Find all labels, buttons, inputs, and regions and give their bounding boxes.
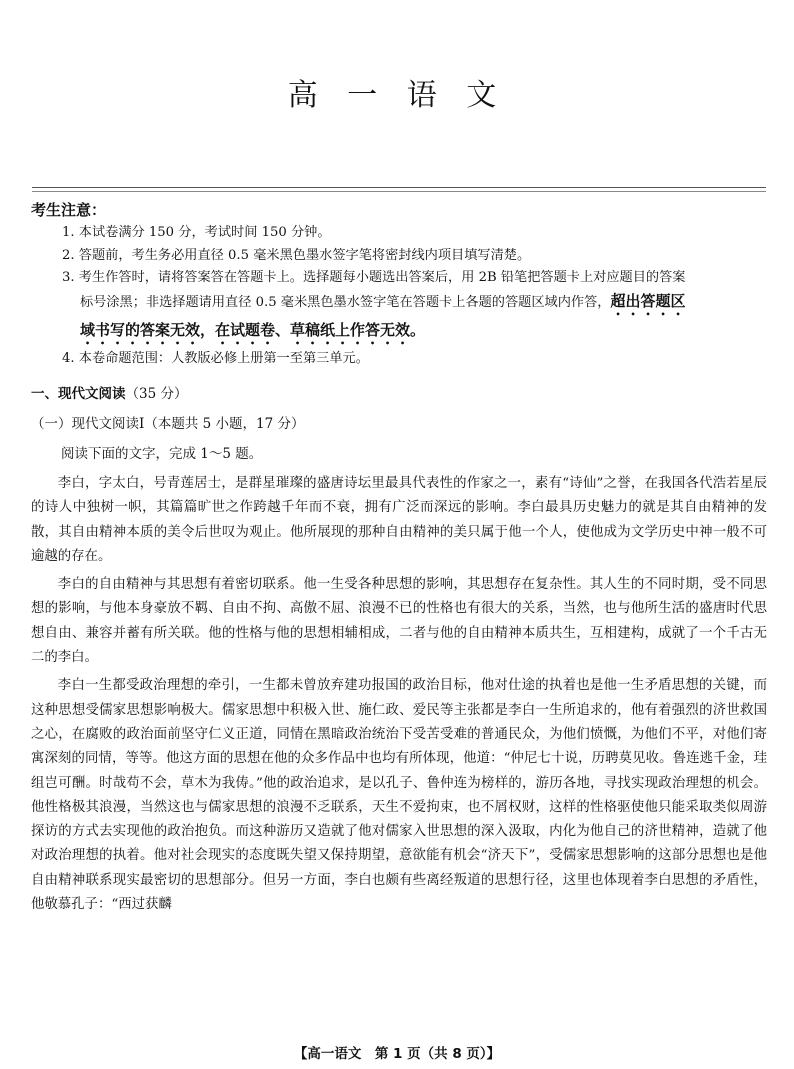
page-title: 高 一 语 文 <box>287 78 507 113</box>
passage-paragraph-2: 李白的自由精神与其思想有着密切联系。他一生受各种思想的影响，其思想存在复杂性。其人生的不同时期，受不同思想的影响，与他本身豪放不羁、自由不拘、高傲不屈、浪漫不已的性格也有很大的关系，当然，也与他所生活的盛唐时代思想自由、兼容并蓄有所关联。他的性格与他的思想相辅相成，二者与他的自由精神本质共生，互相建构，成就了一个千古无二的李白。 <box>31 577 767 666</box>
notice-item-3-continued <box>62 290 772 319</box>
reading-instruction: 阅读下面的文字，完成 1～5 题。 <box>61 446 263 462</box>
notice-item-3-emphasis-b: 域书写的答案无效，在试题卷、草稿纸上作答无效。 <box>80 320 426 339</box>
section-heading-title: 一、现代文阅读 <box>31 386 126 402</box>
page-footer: 【高一语文 第 1 页（共 8 页）】 <box>293 1046 501 1062</box>
notice-item-1: 1. 本试卷满分 150 分，考试时间 150 分钟。 <box>62 225 331 240</box>
notice-list <box>62 222 772 370</box>
header-divider-thin <box>32 191 766 192</box>
section-heading <box>31 382 187 402</box>
sub-section-heading: （一）现代文阅读Ⅰ（本题共 5 小题，17 分） <box>31 416 305 432</box>
header-divider <box>32 187 766 188</box>
notice-item-3: 3. 考生作答时，请将答案答在答题卡上。选择题每小题选出答案后，用 2B 铅笔把答题卡上对应题目的答案 <box>62 270 686 285</box>
notice-item-2: 2. 答题前，考生务必用直径 0.5 毫米黑色墨水签字笔将密封线内项目填写清楚。 <box>62 247 531 263</box>
notice-heading: 考生注意： <box>31 201 107 219</box>
section-heading-score: （35 分） <box>125 386 188 402</box>
notice-item-3-emphasis-a: 超出答题区 <box>610 291 686 310</box>
notice-item-3-emphasis-line <box>62 319 772 348</box>
notice-item-3-line2: 标号涂黑；非选择题请用直径 0.5 毫米黑色墨水签字笔在答题卡上各题的答题区域内作答， <box>80 294 611 310</box>
reading-passage <box>31 472 767 921</box>
notice-item-4: 4. 本卷命题范围：人教版必修上册第一至第三单元。 <box>62 350 369 366</box>
passage-paragraph-3: 李白一生都受政治理想的牵引，一生都未曾放弃建功报国的政治目标，他对仕途的执着也是他一生矛盾思想的关键，而这种思想受儒家思想影响极大。儒家思想中积极入世、施仁政、爱民等主张都是李白一生所追求的，他有着强烈的济世救国之心，在腐败的政治面前坚守仁义正道，同情在黑暗政治统治下受苦受难的普通民众，为他们愤慨，为他们不平，对他们寄寓深刻的同情，等等。他这方面的思想在他的众多作品中也均有所体现，他道：“仲尼七十说，历聘莫见收。鲁连逃千金，珪组岂可酬。时哉苟不会，草木为我俦。”他的政治追求，是以孔子、鲁仲连为榜样的，游历各地，寻找实现政治理想的机会。他性格极其浪漫，当然这也与儒家思想的浪漫不乏联系，天生不爱拘束，也不屑权财，这样的性格驱使他只能采取类似周游探访的方式去实现他的政治抱负。而这种游历又造就了他对儒家入世思想的深入汲取，内化为他自己的济世精神，造就了他对政治理想的执着。他对社会现实的态度既失望又保持期望，意欲能有机会“济天下”，受儒家思想影响的这部分思想也是他自由精神联系现实最密切的思想部分。但另一方面，李白也颇有些离经叛道的思想行径，这里也体现着李白思想的矛盾性，他敬慕孔子：“西过获麟 <box>31 678 767 913</box>
passage-paragraph-1: 李白，字太白，号青莲居士，是群星璀璨的盛唐诗坛里最具代表性的作家之一，素有“诗仙”之誉，在我国各代浩若星辰的诗人中独树一帜，其篇篇旷世之作跨越千年而不衰，拥有广泛而深远的影响。李白最具历史魅力的就是其自由精神的发散，其自由精神本质的美令后世叹为观止。他所展现的那种自由精神的美只属于他一个人，使他成为文学历史中神一般不可逾越的存在。 <box>31 476 767 564</box>
